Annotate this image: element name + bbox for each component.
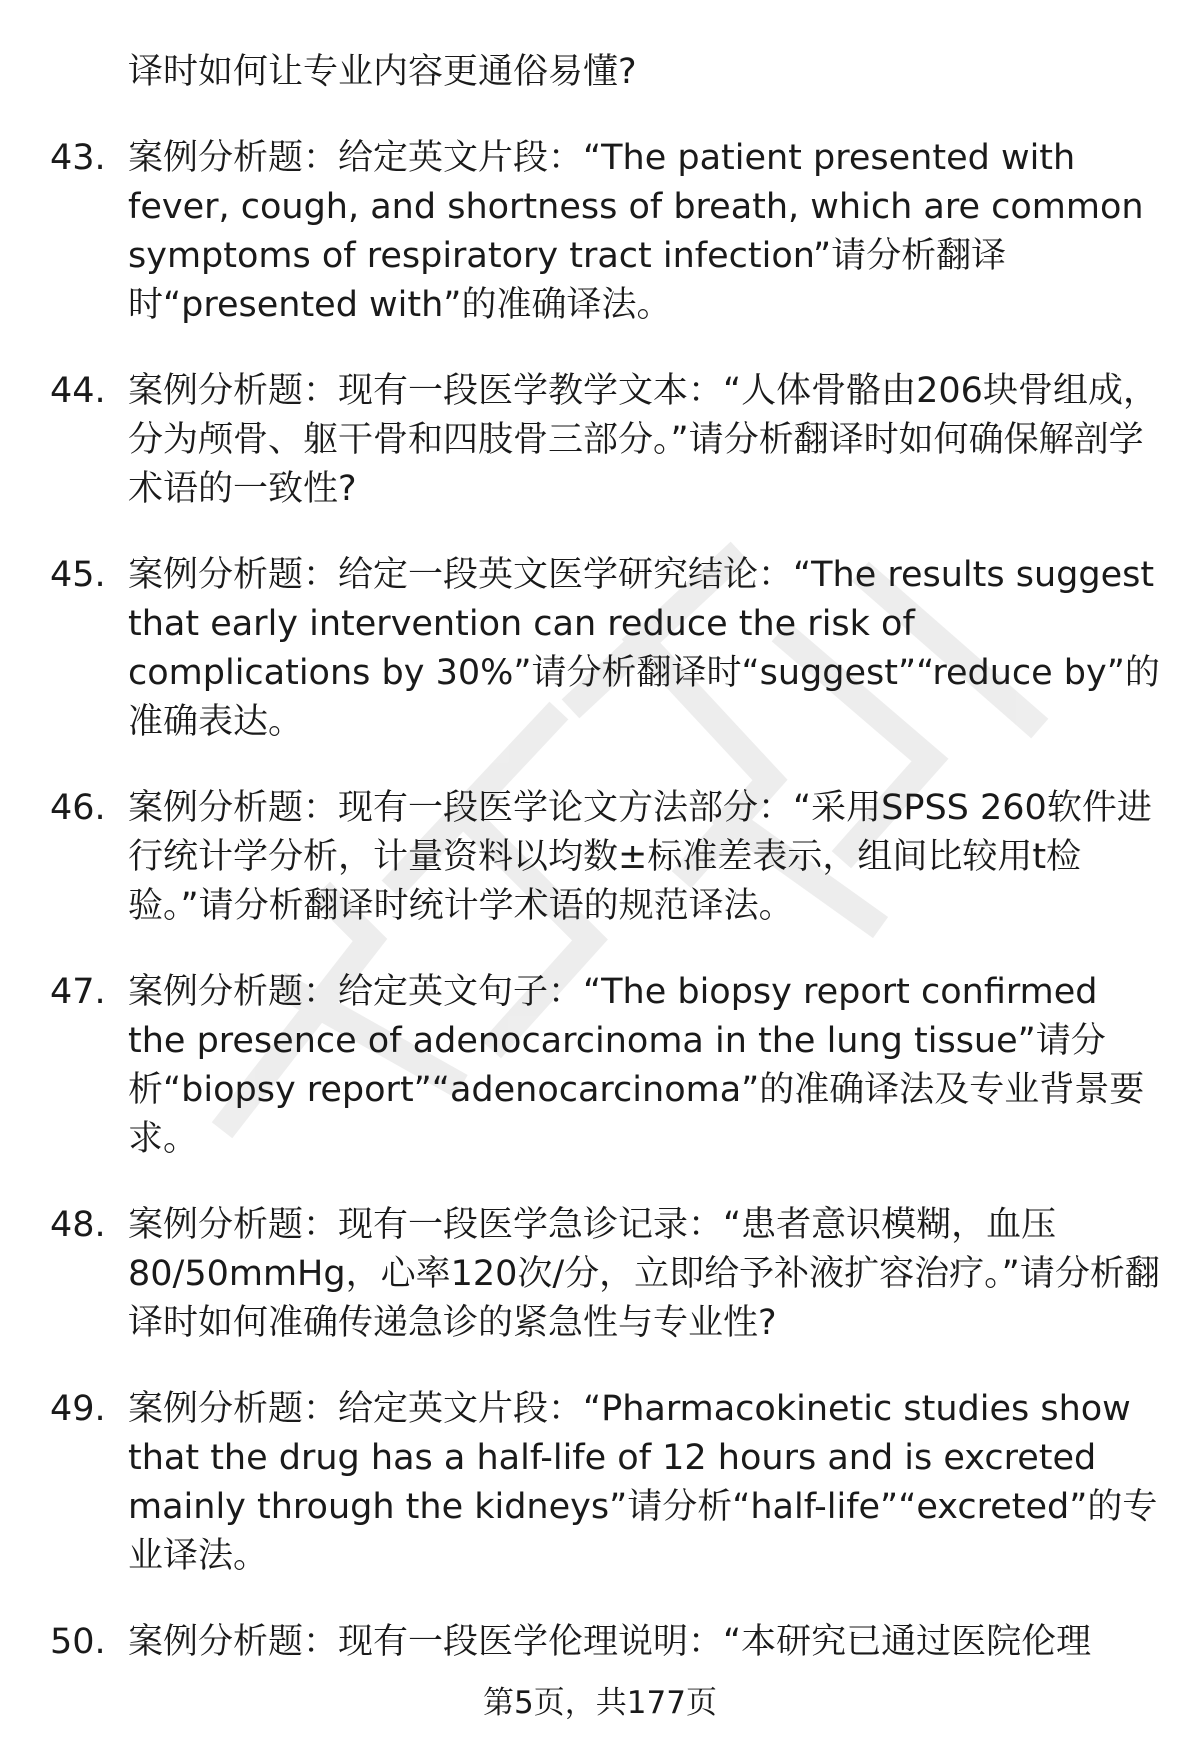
- question-text: 案例分析题：现有一段医学伦理说明：“本研究已通过医院伦理: [128, 1622, 1092, 1662]
- question-text: 案例分析题：给定英文片段：“Pharmacokinetic studies show that the drug has a half-life of 12 hours and is excreted mainly through the kidneys”请分析“half-life”“excreted”的专业译法。: [128, 1389, 1158, 1576]
- question-number: 43.: [50, 138, 106, 178]
- question-text: 案例分析题：给定英文句子：“The biopsy report confirmed the presence of adenocarcinoma in the lung tissue”请分析“biopsy report”“adenocarcinoma”的准确译法及专业背景要求。: [128, 972, 1145, 1159]
- question-text: 案例分析题：给定一段英文医学研究结论：“The results suggest that early intervention can reduce the risk of complications by 30%”请分析翻译时“suggest”“reduce by”的准确表达。: [128, 555, 1160, 742]
- question-number: 48.: [50, 1205, 106, 1245]
- question-item: [50, 1201, 1160, 1348]
- question-text: 案例分析题：给定英文片段：“The patient presented with fever, cough, and shortness of breath, which are common symptoms of respiratory tract infection”请分析翻译时“presented with”的准确译法。: [128, 138, 1144, 325]
- question-number: 47.: [50, 972, 106, 1012]
- question-text: 案例分析题：现有一段医学急诊记录：“患者意识模糊，血压80/50mmHg，心率120次/分，立即给予补液扩容治疗。”请分析翻译时如何准确传递急诊的紧急性与专业性?: [128, 1205, 1160, 1343]
- question-item: [50, 968, 1160, 1164]
- page-footer: 第5页，共177页: [483, 1685, 717, 1721]
- question-item: [50, 134, 1160, 330]
- question-number: 44.: [50, 371, 106, 411]
- question-number: 50.: [50, 1622, 106, 1662]
- question-item: [50, 784, 1160, 931]
- question-list: [50, 48, 1160, 1667]
- question-number: 46.: [50, 788, 106, 828]
- question-item: [50, 367, 1160, 514]
- question-item: [50, 1385, 1160, 1581]
- continuation-text: 译时如何让专业内容更通俗易懂?: [128, 52, 637, 92]
- question-number: 45.: [50, 555, 106, 595]
- question-number: 49.: [50, 1389, 106, 1429]
- question-item: [50, 551, 1160, 747]
- question-item: [50, 1618, 1160, 1667]
- question-text: 案例分析题：现有一段医学教学文本：“人体骨骼由206块骨组成，分为颅骨、躯干骨和四肢骨三部分。”请分析翻译时如何确保解剖学术语的一致性?: [128, 371, 1158, 509]
- question-text: 案例分析题：现有一段医学论文方法部分：“采用SPSS 260软件进行统计学分析，计量资料以均数±标准差表示，组间比较用t检验。”请分析翻译时统计学术语的规范译法。: [128, 788, 1152, 926]
